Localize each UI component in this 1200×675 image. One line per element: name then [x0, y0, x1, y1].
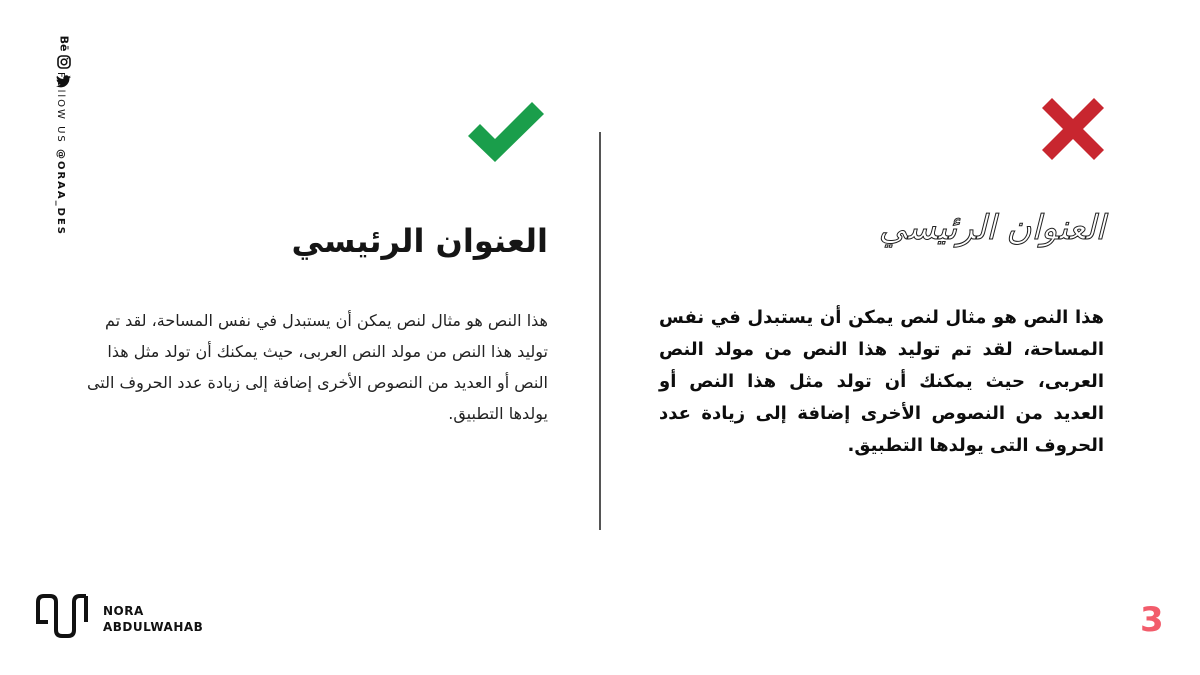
bad-example-title: العنوان الرئيسي [878, 208, 1105, 248]
follow-text [55, 72, 66, 236]
brand-name [103, 603, 203, 635]
social-handle[interactable]: @ORAA_DES [55, 148, 66, 236]
brand-line-1: NORA [103, 604, 144, 618]
cross-icon [1042, 98, 1104, 160]
social-strip [30, 36, 70, 236]
brand-logo [34, 592, 90, 640]
page-number: 3 [1140, 600, 1164, 640]
follow-label: FOllOW US [55, 72, 66, 144]
instagram-icon[interactable] [57, 55, 71, 69]
brand-line-2: ABDULWAHAB [103, 620, 204, 634]
check-icon [466, 98, 546, 164]
good-example-title: العنوان الرئيسي [291, 222, 548, 260]
behance-icon[interactable]: Bē [57, 35, 71, 52]
column-divider [599, 132, 601, 530]
good-example-body: هذا النص هو مثال لنص يمكن أن يستبدل في نفس المساحة، لقد تم توليد هذا النص من مولد النص العربى، حيث يمكنك أن تولد مثل هذا النص أو العديد من النصوص الأخرى إضافة إلى زيادة عدد الحروف التى يولدها التطبيق. [86, 311, 548, 423]
bad-example-body: هذا النص هو مثال لنص يمكن أن يستبدل في نفس المساحة، لقد تم توليد هذا النص من مولد النص العربى، حيث يمكنك أن تولد مثل هذا النص أو العديد من النصوص الأخرى إضافة إلى زيادة عدد الحروف التى يولدها التطبيق. [659, 307, 1104, 456]
